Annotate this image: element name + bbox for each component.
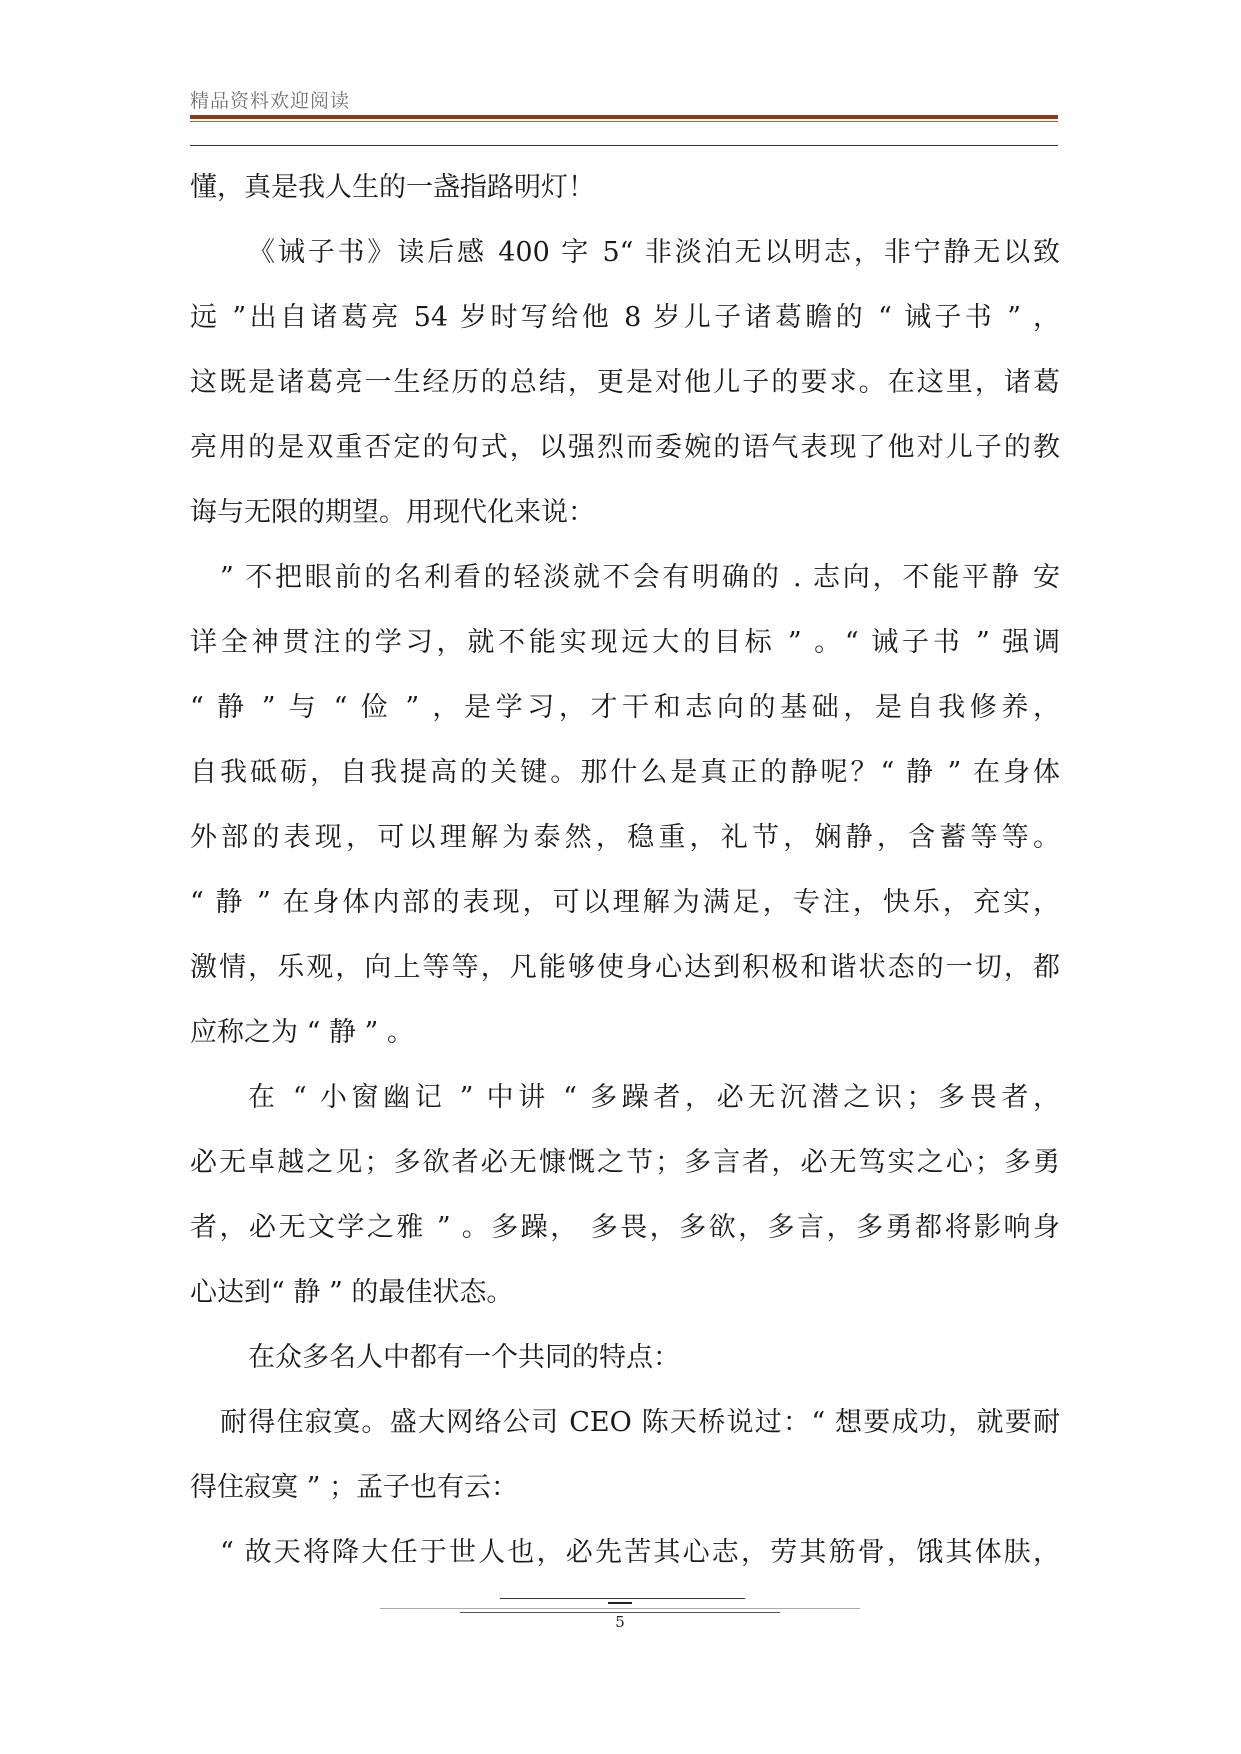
text-line: 《诫子书》读后感 400 字 5“ 非淡泊无以明志，非宁静无以致 bbox=[248, 237, 1060, 268]
text-line: “ 静 ” 与 “ 俭 ” ，是学习，才干和志向的基础，是自我修养， bbox=[190, 692, 1060, 723]
header-rule-bottom bbox=[190, 145, 1058, 146]
text-line: 者，必无文学之雅 ” 。多躁， 多畏，多欲，多言，多勇都将影响身 bbox=[190, 1212, 1060, 1243]
page-footer bbox=[380, 1598, 860, 1634]
document-body bbox=[190, 155, 1060, 1585]
text-line: 远 ”出自诸葛亮 54 岁时写给他 8 岁儿子诸葛瞻的 “ 诫子书 ” ， bbox=[190, 302, 1060, 333]
page-number: 5 bbox=[615, 1613, 625, 1631]
text-line: 详全神贯注的学习，就不能实现远大的目标 ” 。“ 诫子书 ” 强调 bbox=[190, 627, 1060, 658]
footer-rule-wide bbox=[380, 1608, 860, 1609]
text-line: 心达到“ 静 ” 的最佳状态。 bbox=[190, 1277, 514, 1308]
text-line: 这既是诸葛亮一生经历的总结，更是对他儿子的要求。在这里，诸葛 bbox=[190, 367, 1060, 398]
text-line: 自我砥砺，自我提高的关键。那什么是真正的静呢？“ 静 ” 在身体 bbox=[190, 757, 1060, 788]
text-line: 激情，乐观，向上等等，凡能够使身心达到积极和谐状态的一切，都 bbox=[190, 952, 1060, 983]
page-header-title: 精品资料欢迎阅读 bbox=[190, 90, 351, 112]
text-line: “ 故天将降大任于世人也，必先苦其心志，劳其筋骨，饿其体肤， bbox=[220, 1537, 1060, 1568]
text-line: 亮用的是双重否定的句式，以强烈而委婉的语气表现了他对儿子的教 bbox=[190, 432, 1060, 463]
text-line: 耐得住寂寞。盛大网络公司 CEO 陈天桥说过：“ 想要成功，就要耐 bbox=[220, 1407, 1060, 1438]
text-line: “ 静 ” 在身体内部的表现，可以理解为满足，专注，快乐，充实， bbox=[190, 887, 1060, 918]
header-rule-thick bbox=[190, 115, 1058, 119]
text-line: ” 不把眼前的名利看的轻淡就不会有明确的 . 志向，不能平静 安 bbox=[220, 562, 1060, 593]
footer-rule-mark bbox=[608, 1602, 632, 1604]
text-line: 在 “ 小窗幽记 ” 中讲 “ 多躁者，必无沉潜之识；多畏者， bbox=[248, 1082, 1060, 1113]
text-line: 懂，真是我人生的一盏指路明灯！ bbox=[190, 172, 595, 203]
header-rule-thin bbox=[190, 121, 1058, 122]
text-line: 在众多名人中都有一个共同的特点： bbox=[248, 1342, 680, 1373]
text-line: 应称之为 “ 静 ” 。 bbox=[190, 1017, 414, 1048]
text-line: 得住寂寞 ” ；孟子也有云： bbox=[190, 1472, 518, 1503]
text-line: 必无卓越之见；多欲者必无慷慨之节；多言者，必无笃实之心；多勇 bbox=[190, 1147, 1060, 1178]
text-line: 诲与无限的期望。用现代化来说： bbox=[190, 497, 595, 528]
footer-rule-top bbox=[500, 1598, 745, 1599]
text-line: 外部的表现，可以理解为泰然，稳重，礼节，娴静，含蓄等等。 bbox=[190, 822, 1060, 853]
